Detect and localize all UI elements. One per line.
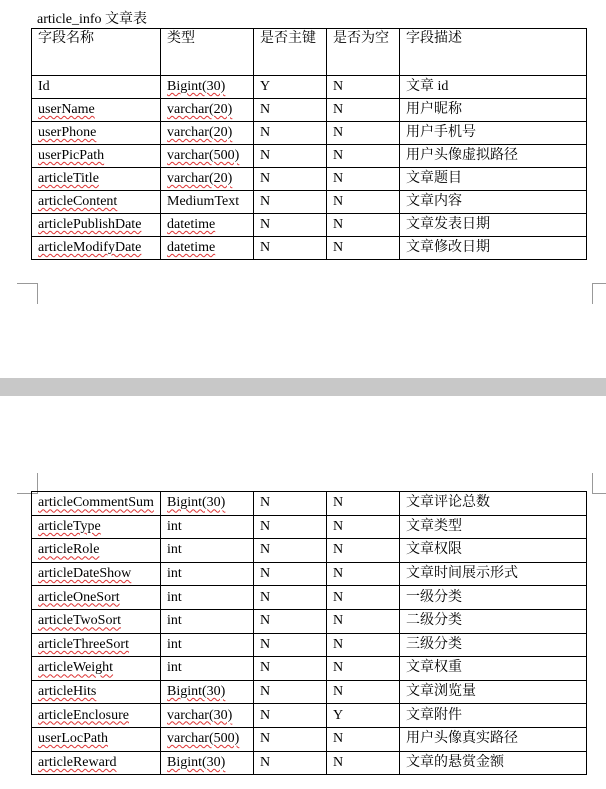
field-name-cell xyxy=(32,515,161,539)
field-type-cell xyxy=(161,657,254,681)
nullable-cell xyxy=(327,492,400,516)
field-type-cell xyxy=(161,515,254,539)
nullable-cell xyxy=(327,122,400,145)
primary-key-text: N xyxy=(260,731,271,747)
field-name-text: articleTitle xyxy=(38,171,99,186)
description-cell xyxy=(400,214,587,237)
primary-key-cell xyxy=(254,145,327,168)
description-cell xyxy=(400,704,587,728)
primary-key-text: N xyxy=(260,518,271,534)
description-text: 文章浏览量 xyxy=(406,684,476,700)
header-cell: 字段描述 xyxy=(400,29,587,76)
description-text: 文章发表日期 xyxy=(406,217,490,232)
field-type-text: varchar(20) xyxy=(167,125,233,140)
table-row xyxy=(32,609,587,633)
nullable-cell xyxy=(327,633,400,657)
nullable-text: N xyxy=(333,495,344,511)
description-text: 文章题目 xyxy=(406,171,462,186)
table-row xyxy=(32,99,587,122)
nullable-cell xyxy=(327,727,400,751)
field-name-text: articleRole xyxy=(38,542,100,558)
field-type-cell xyxy=(161,122,254,145)
primary-key-text: N xyxy=(260,707,271,723)
nullable-text: N xyxy=(333,542,344,558)
primary-key-text: N xyxy=(260,194,271,209)
field-name-text: userPicPath xyxy=(38,148,105,163)
description-text: 文章修改日期 xyxy=(406,240,490,255)
field-type-text: varchar(500) xyxy=(167,731,240,747)
primary-key-text: N xyxy=(260,684,271,700)
primary-key-text: N xyxy=(260,566,271,582)
field-type-cell xyxy=(161,633,254,657)
description-text: 用户昵称 xyxy=(406,102,462,117)
description-text: 文章类型 xyxy=(406,518,462,534)
field-type-text: datetime xyxy=(167,217,216,232)
field-type-text: MediumText xyxy=(167,194,240,209)
field-name-text: articlePublishDate xyxy=(38,217,142,232)
field-name-cell xyxy=(32,751,161,775)
description-cell xyxy=(400,99,587,122)
nullable-text: N xyxy=(333,518,344,534)
table-row xyxy=(32,515,587,539)
description-cell xyxy=(400,492,587,516)
nullable-cell xyxy=(327,539,400,563)
page-corner-mark xyxy=(17,283,38,304)
primary-key-cell xyxy=(254,609,327,633)
field-name-cell xyxy=(32,214,161,237)
field-name-cell xyxy=(32,704,161,728)
primary-key-text: N xyxy=(260,102,271,117)
nullable-text: N xyxy=(333,731,344,747)
header-cell: 是否为空 xyxy=(327,29,400,76)
primary-key-cell xyxy=(254,492,327,516)
field-type-cell xyxy=(161,609,254,633)
primary-key-cell xyxy=(254,586,327,610)
field-type-text: varchar(500) xyxy=(167,148,240,163)
page-corner-mark xyxy=(592,283,606,304)
field-type-cell xyxy=(161,145,254,168)
field-type-cell xyxy=(161,99,254,122)
description-cell xyxy=(400,515,587,539)
field-name-cell xyxy=(32,633,161,657)
description-cell xyxy=(400,122,587,145)
description-cell xyxy=(400,145,587,168)
nullable-cell xyxy=(327,214,400,237)
description-cell xyxy=(400,191,587,214)
table-row xyxy=(32,562,587,586)
field-name-cell xyxy=(32,492,161,516)
field-type-text: int xyxy=(167,613,182,629)
description-cell xyxy=(400,76,587,99)
nullable-text: N xyxy=(333,125,344,140)
primary-key-text: N xyxy=(260,171,271,186)
field-type-text: Bigint(30) xyxy=(167,79,226,94)
field-type-cell xyxy=(161,191,254,214)
nullable-text: N xyxy=(333,217,344,232)
table-row xyxy=(32,727,587,751)
field-type-text: int xyxy=(167,660,182,676)
field-table-part-2 xyxy=(31,491,587,775)
description-text: 文章的悬赏金额 xyxy=(406,754,504,770)
primary-key-text: N xyxy=(260,240,271,255)
table-header-row xyxy=(32,29,587,76)
field-name-text: Id xyxy=(38,79,50,94)
field-type-cell xyxy=(161,562,254,586)
nullable-text: N xyxy=(333,240,344,255)
field-name-cell xyxy=(32,145,161,168)
primary-key-cell xyxy=(254,657,327,681)
field-name-text: articleDateShow xyxy=(38,566,132,582)
description-text: 用户手机号 xyxy=(406,125,476,140)
nullable-cell xyxy=(327,704,400,728)
field-type-text: Bigint(30) xyxy=(167,495,226,511)
description-cell xyxy=(400,539,587,563)
nullable-text: N xyxy=(333,79,344,94)
header-cell: 类型 xyxy=(161,29,254,76)
field-type-text: int xyxy=(167,542,182,558)
nullable-cell xyxy=(327,515,400,539)
nullable-text: Y xyxy=(333,707,344,723)
primary-key-text: N xyxy=(260,217,271,232)
nullable-text: N xyxy=(333,171,344,186)
field-type-cell xyxy=(161,237,254,260)
nullable-cell xyxy=(327,609,400,633)
table-row xyxy=(32,122,587,145)
field-name-text: articleTwoSort xyxy=(38,613,121,629)
page-gap xyxy=(0,378,606,396)
field-name-cell xyxy=(32,609,161,633)
field-type-text: varchar(20) xyxy=(167,171,233,186)
field-type-cell xyxy=(161,539,254,563)
field-name-text: userName xyxy=(38,102,95,117)
field-name-text: articleHits xyxy=(38,684,97,700)
primary-key-cell xyxy=(254,515,327,539)
nullable-cell xyxy=(327,237,400,260)
primary-key-cell xyxy=(254,539,327,563)
nullable-cell xyxy=(327,586,400,610)
field-type-text: varchar(30) xyxy=(167,707,233,723)
field-type-text: Bigint(30) xyxy=(167,684,226,700)
nullable-cell xyxy=(327,680,400,704)
nullable-cell xyxy=(327,168,400,191)
table-row xyxy=(32,704,587,728)
primary-key-cell xyxy=(254,633,327,657)
primary-key-cell xyxy=(254,727,327,751)
description-text: 用户头像真实路径 xyxy=(406,731,518,747)
nullable-text: N xyxy=(333,754,344,770)
primary-key-text: N xyxy=(260,636,271,652)
nullable-text: N xyxy=(333,660,344,676)
primary-key-cell xyxy=(254,562,327,586)
field-name-text: userPhone xyxy=(38,125,97,140)
primary-key-text: N xyxy=(260,613,271,629)
field-name-cell xyxy=(32,727,161,751)
description-text: 文章权重 xyxy=(406,660,462,676)
table-row xyxy=(32,633,587,657)
primary-key-text: N xyxy=(260,495,271,511)
description-text: 文章时间展示形式 xyxy=(406,566,518,582)
primary-key-text: Y xyxy=(260,79,271,94)
field-name-cell xyxy=(32,76,161,99)
description-text: 一级分类 xyxy=(406,589,462,605)
description-cell xyxy=(400,751,587,775)
nullable-cell xyxy=(327,657,400,681)
nullable-text: N xyxy=(333,566,344,582)
table-row xyxy=(32,492,587,516)
field-type-text: Bigint(30) xyxy=(167,754,226,770)
description-text: 三级分类 xyxy=(406,636,462,652)
field-name-text: articleCommentSum xyxy=(38,495,154,511)
description-cell xyxy=(400,609,587,633)
field-type-cell xyxy=(161,76,254,99)
description-cell xyxy=(400,168,587,191)
description-cell xyxy=(400,586,587,610)
field-type-cell xyxy=(161,751,254,775)
description-cell xyxy=(400,727,587,751)
field-type-text: varchar(20) xyxy=(167,102,233,117)
table-row xyxy=(32,168,587,191)
table-row xyxy=(32,214,587,237)
field-name-cell xyxy=(32,680,161,704)
table-row xyxy=(32,586,587,610)
nullable-cell xyxy=(327,191,400,214)
nullable-text: N xyxy=(333,102,344,117)
primary-key-cell xyxy=(254,237,327,260)
field-name-text: articleType xyxy=(38,518,101,534)
field-type-cell xyxy=(161,492,254,516)
description-text: 文章内容 xyxy=(406,194,462,209)
field-table-part-1 xyxy=(31,28,587,260)
field-name-text: articleThreeSort xyxy=(38,636,129,652)
field-name-cell xyxy=(32,191,161,214)
table-row xyxy=(32,539,587,563)
primary-key-text: N xyxy=(260,125,271,140)
field-type-cell xyxy=(161,727,254,751)
field-name-text: articleContent xyxy=(38,194,118,209)
description-cell xyxy=(400,237,587,260)
field-name-cell xyxy=(32,122,161,145)
description-text: 二级分类 xyxy=(406,613,462,629)
table-row xyxy=(32,237,587,260)
field-type-text: int xyxy=(167,566,182,582)
field-type-cell xyxy=(161,214,254,237)
nullable-cell xyxy=(327,562,400,586)
nullable-text: N xyxy=(333,194,344,209)
field-name-cell xyxy=(32,237,161,260)
description-cell xyxy=(400,680,587,704)
field-name-cell xyxy=(32,657,161,681)
primary-key-cell xyxy=(254,122,327,145)
primary-key-cell xyxy=(254,168,327,191)
field-name-text: articleOneSort xyxy=(38,589,120,605)
field-name-cell xyxy=(32,562,161,586)
field-type-cell xyxy=(161,704,254,728)
nullable-cell xyxy=(327,751,400,775)
header-cell: 是否主键 xyxy=(254,29,327,76)
description-text: 文章 id xyxy=(406,79,449,94)
table-caption: article_info 文章表 xyxy=(37,12,148,27)
field-type-cell xyxy=(161,168,254,191)
nullable-text: N xyxy=(333,148,344,163)
field-type-text: int xyxy=(167,589,182,605)
description-cell xyxy=(400,657,587,681)
field-name-cell xyxy=(32,586,161,610)
description-cell xyxy=(400,633,587,657)
nullable-cell xyxy=(327,76,400,99)
nullable-cell xyxy=(327,99,400,122)
description-text: 文章权限 xyxy=(406,542,462,558)
description-text: 文章附件 xyxy=(406,707,462,723)
field-name-cell xyxy=(32,539,161,563)
primary-key-text: N xyxy=(260,542,271,558)
primary-key-cell xyxy=(254,191,327,214)
primary-key-cell xyxy=(254,751,327,775)
primary-key-text: N xyxy=(260,754,271,770)
header-cell: 字段名称 xyxy=(32,29,161,76)
primary-key-cell xyxy=(254,214,327,237)
nullable-cell xyxy=(327,145,400,168)
table-row xyxy=(32,751,587,775)
nullable-text: N xyxy=(333,684,344,700)
nullable-text: N xyxy=(333,589,344,605)
nullable-text: N xyxy=(333,636,344,652)
primary-key-cell xyxy=(254,680,327,704)
field-type-cell xyxy=(161,586,254,610)
primary-key-text: N xyxy=(260,148,271,163)
description-text: 用户头像虚拟路径 xyxy=(406,148,518,163)
field-name-text: userLocPath xyxy=(38,731,108,747)
table-row xyxy=(32,191,587,214)
field-name-text: articleWeight xyxy=(38,660,114,676)
primary-key-text: N xyxy=(260,589,271,605)
field-name-text: articleReward xyxy=(38,754,117,770)
field-name-cell xyxy=(32,99,161,122)
table-row xyxy=(32,145,587,168)
primary-key-cell xyxy=(254,704,327,728)
field-type-text: int xyxy=(167,636,182,652)
field-name-text: articleEnclosure xyxy=(38,707,129,723)
field-type-cell xyxy=(161,680,254,704)
table-row xyxy=(32,657,587,681)
page-corner-mark xyxy=(592,473,606,494)
field-type-text: datetime xyxy=(167,240,216,255)
field-type-text: int xyxy=(167,518,182,534)
nullable-text: N xyxy=(333,613,344,629)
primary-key-cell xyxy=(254,99,327,122)
field-name-text: articleModifyDate xyxy=(38,240,142,255)
description-cell xyxy=(400,562,587,586)
table-row xyxy=(32,680,587,704)
table-row xyxy=(32,76,587,99)
primary-key-cell xyxy=(254,76,327,99)
field-name-cell xyxy=(32,168,161,191)
description-text: 文章评论总数 xyxy=(406,495,490,511)
primary-key-text: N xyxy=(260,660,271,676)
